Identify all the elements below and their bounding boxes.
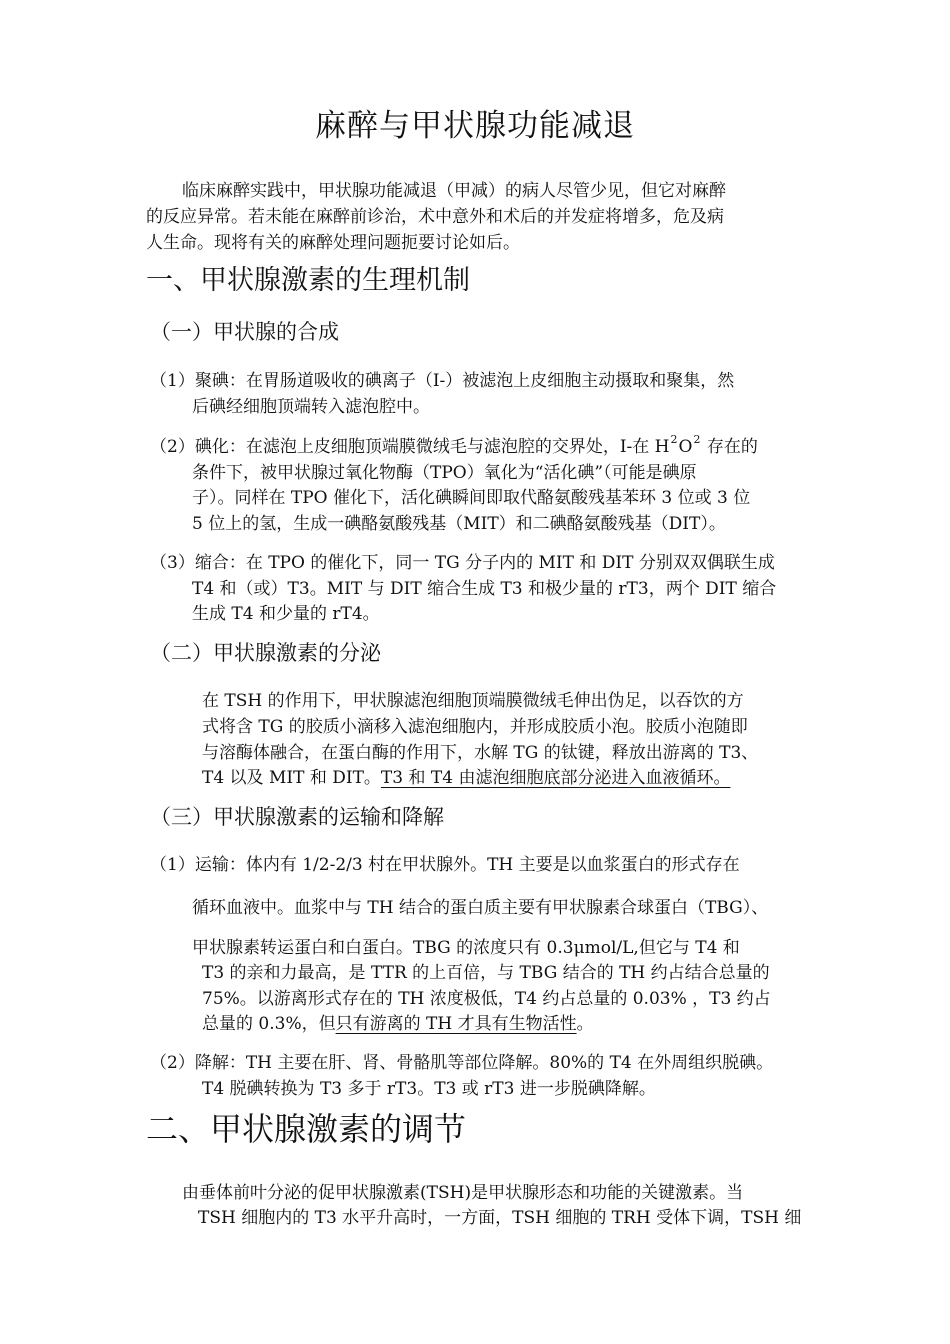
transport-line-4: T3 的亲和力最高，是 TTR 的上百倍，与 TBG 结合的 TH 约占结合总量的 <box>202 963 770 983</box>
item-1-3-line-2: T4 和（或）T3。MIT 与 DIT 缩合生成 T3 和极少量的 rT3，两个 DIT 缩合 <box>192 579 777 599</box>
item-1-3-line-3: 生成 T4 和少量的 rT4。 <box>192 604 380 624</box>
degradation-line-2: T4 脱碘转换为 T3 多于 rT3。T3 或 rT3 进一步脱碘降解。 <box>202 1079 656 1099</box>
subsection-1-heading: （一）甲状腺的合成 <box>150 320 339 344</box>
item-1-1-line-2: 后碘经细胞顶端转入滤泡腔中。 <box>192 397 430 417</box>
degradation-line-1: （2）降解：TH 主要在肝、肾、骨骼肌等部位降解。80%的 T4 在外周组织脱碘。 <box>150 1053 774 1073</box>
secretion-line-3: 与溶酶体融合，在蛋白酶的作用下，水解 TG 的钛键，释放出游离的 T3、 <box>202 743 759 763</box>
secretion-line-1: 在 TSH 的作用下，甲状腺滤泡细胞顶端膜微绒毛伸出伪足，以吞饮的方 <box>202 691 744 711</box>
subscript-2-a: 2 <box>670 433 678 446</box>
item-1-2-line-1-a: （2）碘化：在滤泡上皮细胞顶端膜微绒毛与滤泡腔的交界处，I-在 H <box>150 437 670 457</box>
transport-line-5: 75%。以游离形式存在的 TH 浓度极低，T4 约占总量的 0.03% ，T3 约占 <box>202 989 771 1009</box>
secretion-line-2: 式将含 TG 的胶质小滴移入滤泡细胞内，并形成胶质小泡。胶质小泡随即 <box>202 717 748 737</box>
subscript-2-b: 2 <box>693 433 701 446</box>
intro-line-1: 临床麻醉实践中，甲状腺功能减退（甲减）的病人尽管少见，但它对麻醉 <box>182 181 726 201</box>
item-1-2-line-1-c: 存在的 <box>701 437 758 457</box>
item-1-2-line-1 <box>150 434 758 462</box>
secretion-underlined-text: T3 和 T4 由滤泡细胞底部分泌进入血液循环。 <box>380 768 731 788</box>
item-1-3-line-1: （3）缩合：在 TPO 的催化下，同一 TG 分子内的 MIT 和 DIT 分别双双偶联生成 <box>150 553 775 573</box>
subsection-2-heading: （二）甲状腺激素的分泌 <box>150 641 381 665</box>
subsection-3-heading: （三）甲状腺激素的运输和降解 <box>150 805 444 829</box>
secretion-line-4 <box>202 765 730 791</box>
intro-line-2: 的反应异常。若未能在麻醉前诊治，术中意外和术后的并发症将增多，危及病 <box>146 207 724 227</box>
item-1-1-line-1: （1）聚碘：在胃肠道吸收的碘离子（I-）被滤泡上皮细胞主动摄取和聚集，然 <box>150 371 735 391</box>
transport-line-3: 甲状腺素转运蛋白和白蛋白。TBG 的浓度只有 0.3μmol/L,但它与 T4 和 <box>192 938 740 958</box>
section-1-heading: 一、甲状腺激素的生理机制 <box>146 265 470 296</box>
transport-line-6 <box>202 1011 594 1037</box>
item-1-2-line-1-b: O <box>678 437 693 457</box>
item-1-2-line-2: 条件下，被甲状腺过氧化物酶（TPO）氧化为“活化碘”（可能是碘原 <box>192 463 697 483</box>
transport-underlined-text: 只有游离的 TH 才具有生物活性 <box>335 1014 577 1034</box>
secretion-line-4-plain: T4 以及 MIT 和 DIT。 <box>202 768 381 788</box>
transport-line-6-plain: 总量的 0.3%，但 <box>202 1014 336 1034</box>
regulation-line-2: TSH 细胞内的 T3 水平升高时，一方面，TSH 细胞的 TRH 受体下调，TSH 细 <box>198 1208 802 1228</box>
transport-line-6-end: 。 <box>576 1014 594 1034</box>
regulation-line-1: 由垂体前叶分泌的促甲状腺激素(TSH)是甲状腺形态和功能的关键激素。当 <box>182 1183 744 1203</box>
transport-line-2: 循环血液中。血浆中与 TH 结合的蛋白质主要有甲状腺素合球蛋白（TBG）、 <box>192 898 769 918</box>
intro-line-3: 人生命。现将有关的麻醉处理问题扼要讨论如后。 <box>146 233 520 253</box>
transport-line-1: （1）运输：体内有 1/2-2/3 村在甲状腺外。TH 主要是以血浆蛋白的形式存在 <box>150 855 740 875</box>
section-2-heading: 二、甲状腺激素的调节 <box>146 1110 467 1148</box>
page-title: 麻醉与甲状腺功能减退 <box>315 108 635 144</box>
item-1-2-line-3: 子）。同样在 TPO 催化下，活化碘瞬间即取代酪氨酸残基苯环 3 位或 3 位 <box>192 488 751 508</box>
item-1-2-line-4: 5 位上的氢，生成一碘酪氨酸残基（MIT）和二碘酪氨酸残基（DIT）。 <box>192 514 726 534</box>
